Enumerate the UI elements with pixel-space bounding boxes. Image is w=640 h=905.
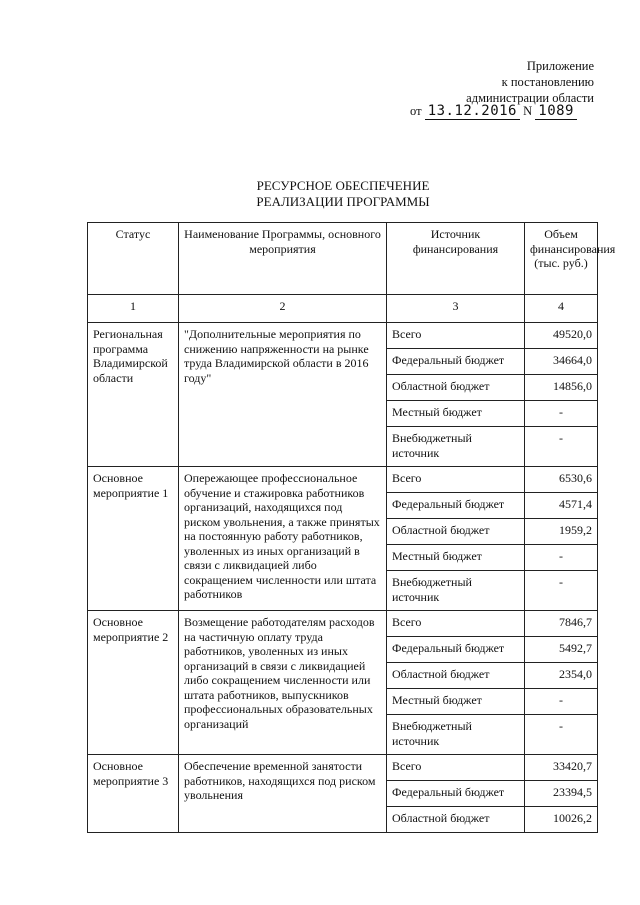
program-name-cell: Возмещение работодателям расходов на частичную оплату труда работников, уволенных из иных организаций в связи с ликвидацией либо сокращением численности или штата работников, выпускников профессиональных образовательных организаций (179, 611, 387, 755)
table-header-row (88, 223, 598, 295)
appendix-block (466, 58, 594, 106)
funding-source-cell: Областной бюджет (387, 519, 525, 545)
header-source: Источник финансирования (387, 223, 525, 295)
document-title (0, 178, 640, 210)
funding-source-cell: Внебюджетный источник (387, 427, 525, 467)
column-number-row (88, 295, 598, 323)
col-number: 4 (525, 295, 598, 323)
number-prefix: N (523, 104, 533, 118)
funding-amount-cell: - (525, 571, 598, 611)
header-volume: Объем финансирования (тыс. руб.) (525, 223, 598, 295)
title-line-1: РЕСУРСНОЕ ОБЕСПЕЧЕНИЕ (256, 178, 430, 193)
appendix-line-2: к постановлению (501, 75, 594, 89)
program-name-cell: Обеспечение временной занятости работников, находящихся под риском увольнения (179, 755, 387, 833)
funding-amount-cell: 34664,0 (525, 349, 598, 375)
funding-amount-cell: 5492,7 (525, 637, 598, 663)
funding-amount-cell: 10026,2 (525, 807, 598, 833)
funding-amount-cell: 4571,4 (525, 493, 598, 519)
funding-source-cell: Всего (387, 611, 525, 637)
funding-amount-cell: - (525, 689, 598, 715)
funding-amount-cell: 33420,7 (525, 755, 598, 781)
funding-source-cell: Местный бюджет (387, 689, 525, 715)
program-name-cell: Опережающее профессиональное обучение и стажировка работников организаций, находящихся под риском увольнения, а также принятых на постоянную работу работников, уволенных из иных организаций в связи с ликвидацией либо сокращением численности или штата работников (179, 467, 387, 611)
funding-amount-cell: 1959,2 (525, 519, 598, 545)
funding-source-cell: Местный бюджет (387, 401, 525, 427)
funding-amount-cell: - (525, 715, 598, 755)
funding-amount-cell: 23394,5 (525, 781, 598, 807)
funding-source-cell: Внебюджетный источник (387, 571, 525, 611)
col-number: 2 (179, 295, 387, 323)
status-cell: Региональная программа Владимирской области (88, 323, 179, 467)
funding-amount-cell: 7846,7 (525, 611, 598, 637)
funding-source-cell: Федеральный бюджет (387, 349, 525, 375)
funding-amount-cell: - (525, 427, 598, 467)
funding-amount-cell: - (525, 401, 598, 427)
table-row (88, 467, 598, 493)
funding-source-cell: Областной бюджет (387, 375, 525, 401)
table-row (88, 323, 598, 349)
header-status: Статус (88, 223, 179, 295)
funding-source-cell: Всего (387, 323, 525, 349)
funding-source-cell: Внебюджетный источник (387, 715, 525, 755)
date-prefix: от (410, 104, 422, 118)
funding-source-cell: Областной бюджет (387, 807, 525, 833)
decree-number: 1089 (535, 103, 577, 120)
title-line-2: РЕАЛИЗАЦИИ ПРОГРАММЫ (256, 194, 430, 209)
funding-source-cell: Федеральный бюджет (387, 493, 525, 519)
funding-source-cell: Федеральный бюджет (387, 781, 525, 807)
status-cell: Основное мероприятие 3 (88, 755, 179, 833)
funding-source-cell: Федеральный бюджет (387, 637, 525, 663)
funding-amount-cell: 2354,0 (525, 663, 598, 689)
col-number: 3 (387, 295, 525, 323)
appendix-line-3: администрации области (466, 91, 594, 105)
funding-source-cell: Всего (387, 467, 525, 493)
funding-source-cell: Областной бюджет (387, 663, 525, 689)
funding-source-cell: Местный бюджет (387, 545, 525, 571)
funding-amount-cell: 14856,0 (525, 375, 598, 401)
status-cell: Основное мероприятие 2 (88, 611, 179, 755)
funding-amount-cell: - (525, 545, 598, 571)
resource-table (87, 222, 616, 833)
appendix-line-1: Приложение (526, 59, 594, 73)
program-name-cell: "Дополнительные мероприятия по снижению напряженности на рынке труда Владимирской области в 2016 году" (179, 323, 387, 467)
status-cell: Основное мероприятие 1 (88, 467, 179, 611)
col-number: 1 (88, 295, 179, 323)
decree-date: 13.12.2016 (425, 103, 520, 120)
funding-amount-cell: 6530,6 (525, 467, 598, 493)
table-row (88, 755, 598, 781)
header-name: Наименование Программы, основного мероприятия (179, 223, 387, 295)
funding-amount-cell: 49520,0 (525, 323, 598, 349)
table-row (88, 611, 598, 637)
decree-date-line (410, 103, 577, 120)
funding-source-cell: Всего (387, 755, 525, 781)
